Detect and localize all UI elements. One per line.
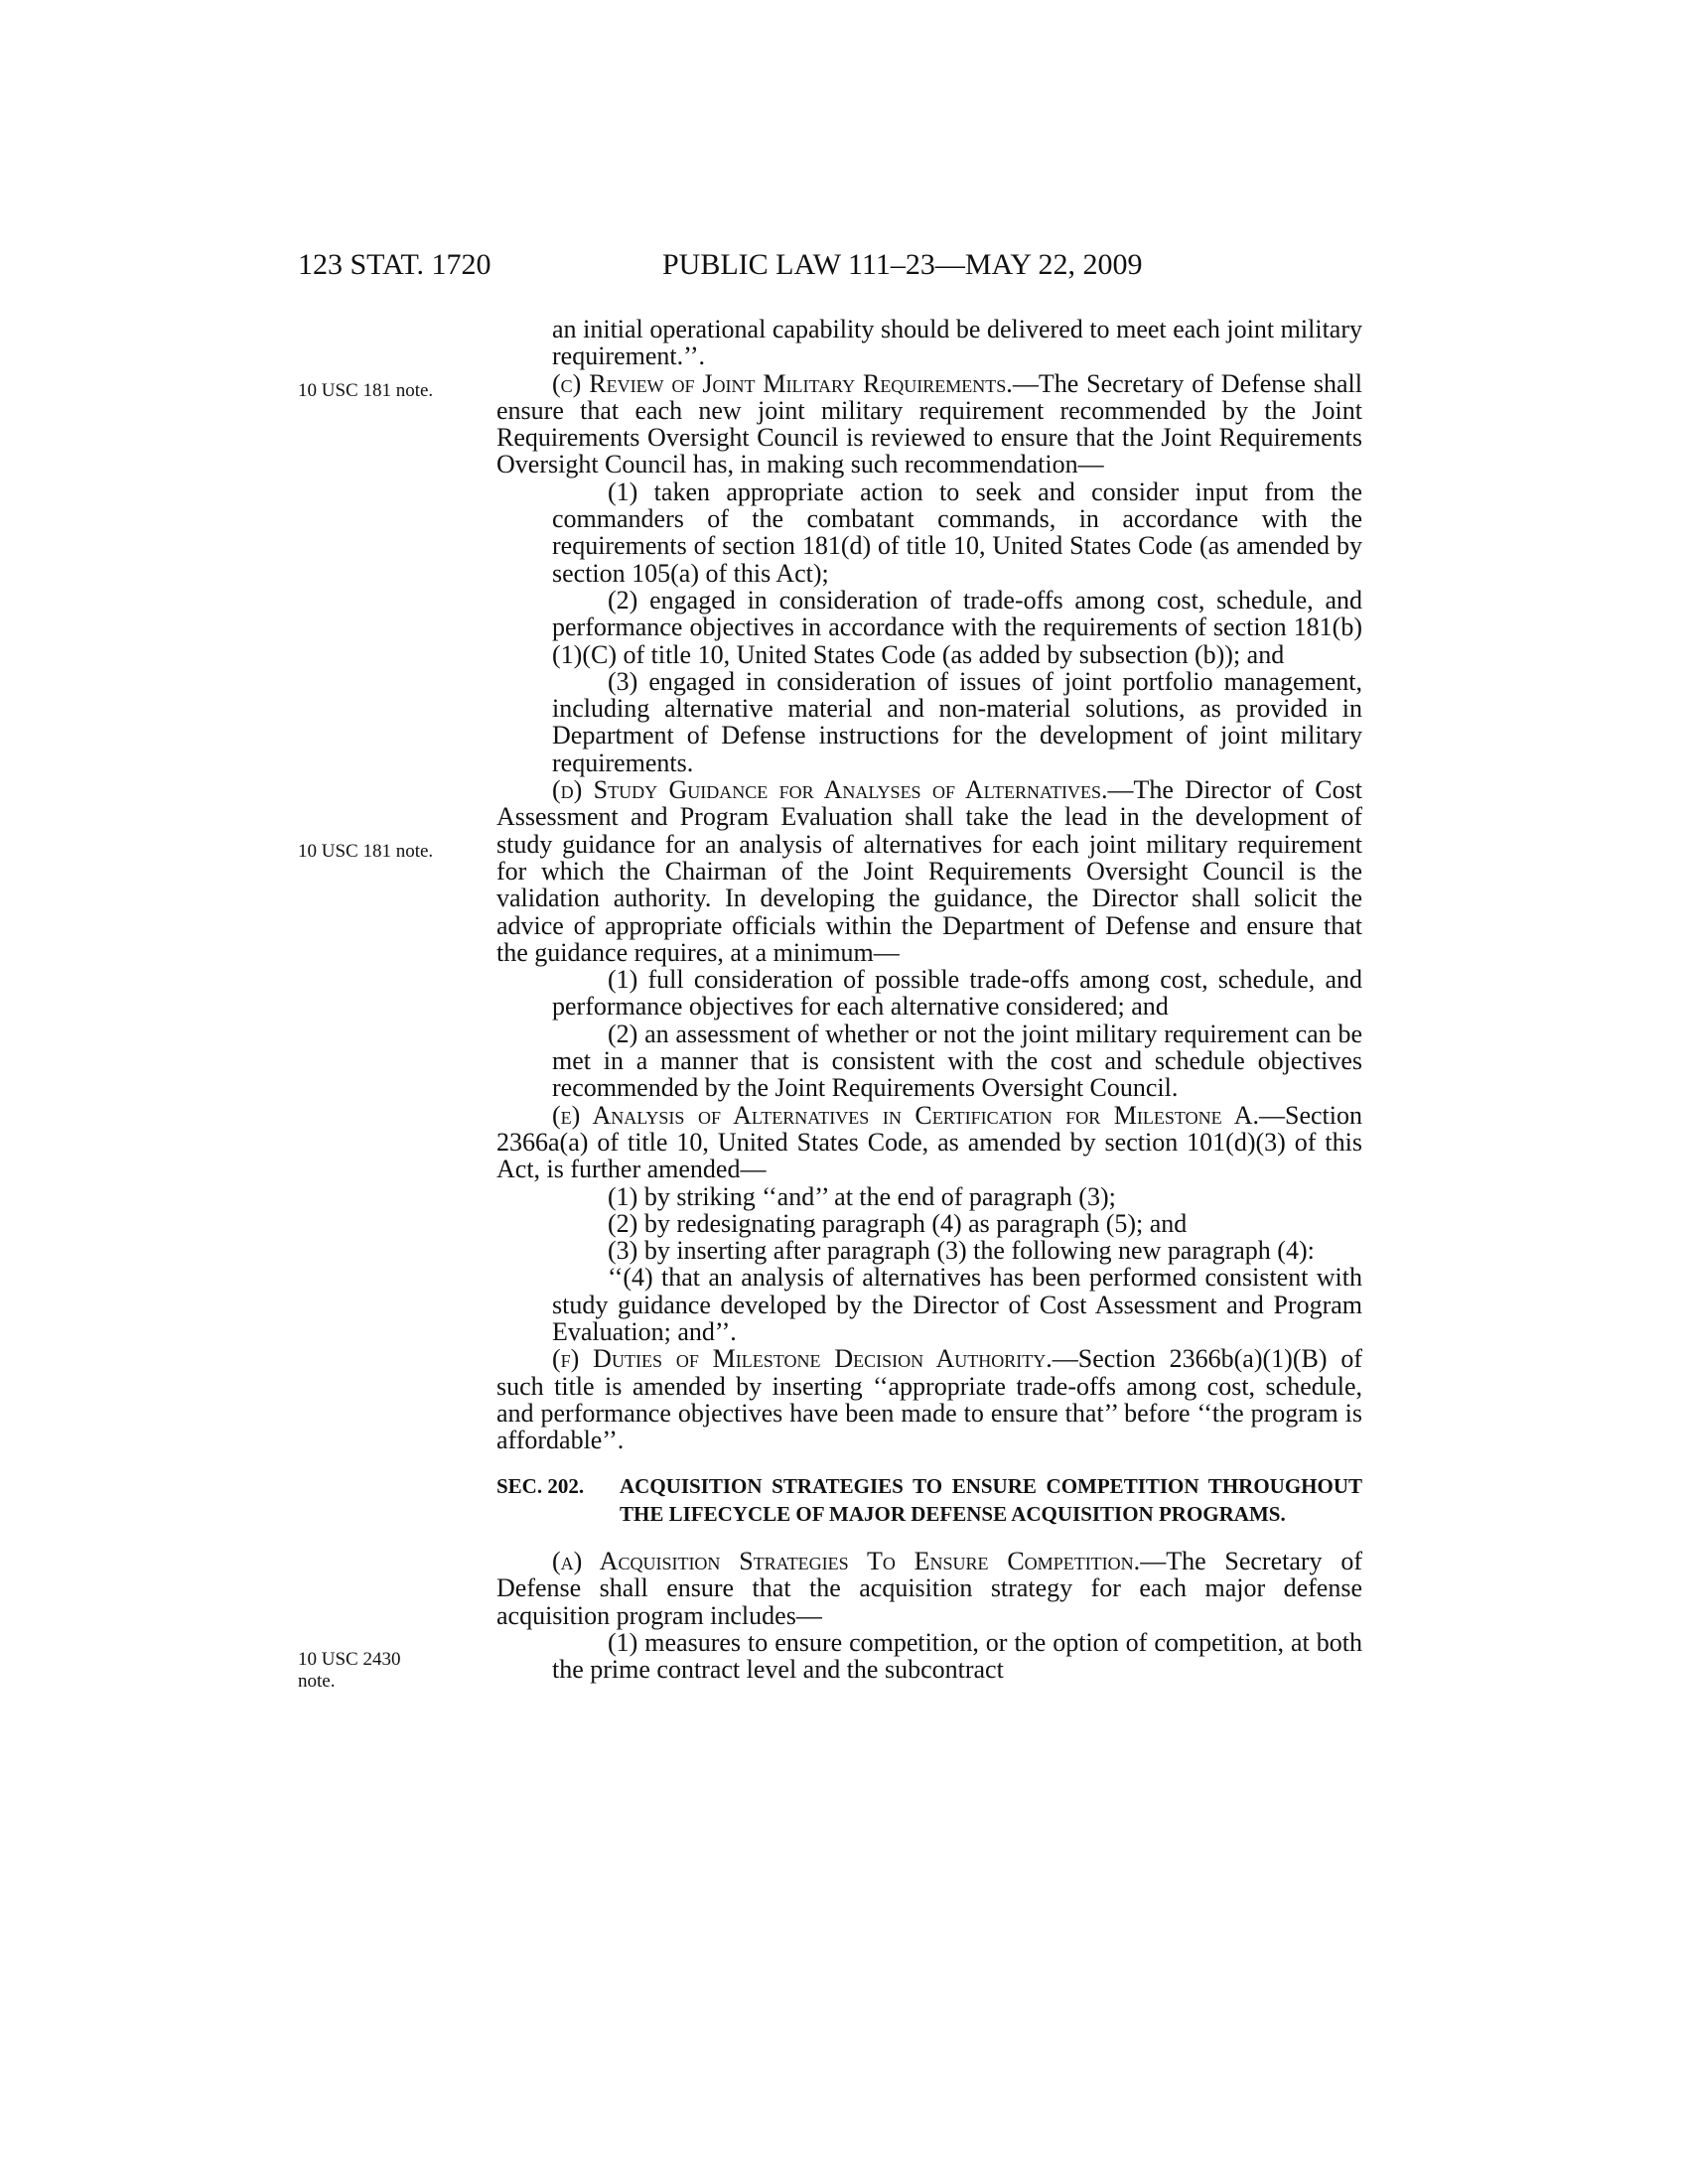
subsection-heading: (f) Duties of Milestone Decision Authority. xyxy=(552,1344,1053,1374)
section-number: SEC. 202. xyxy=(496,1474,585,1499)
subsection-text: —The Secretary of Defense shall ensure that each new joint military requirement recommended by the Joint Requirements Oversight Council is reviewed to ensure that the Joint Requirements Oversight Council has, in making such recommendation— xyxy=(496,368,1362,479)
paragraph-d2: (2) an assessment of whether or not the joint military requirement can be met in a manner that is consistent with the cost and schedule objectives recommended by the Joint Requirements Oversight Council. xyxy=(552,1019,1362,1103)
paragraph-c1: (1) taken appropriate action to seek and consider input from the commanders of the combatant commands, in accordance with the requirements of section 181(d) of title 10, United States Code (as amended by section 105(a) of this Act); xyxy=(552,477,1362,588)
margin-note-line: 10 USC 2430 xyxy=(298,1649,401,1670)
subsection-heading: (c) Review of Joint Military Requirements. xyxy=(552,368,1013,398)
paragraph-a1: (1) measures to ensure competition, or the option of competition, at both the prime contract level and the subcontract xyxy=(552,1627,1362,1685)
margin-note-usc-181-d: 10 USC 181 note. xyxy=(298,841,434,862)
subsection-a xyxy=(496,1548,1362,1629)
subsection-f xyxy=(496,1345,1362,1453)
margin-note-usc-2430 xyxy=(298,1649,400,1693)
quoted-paragraph: ‘‘(4) that an analysis of alternatives has been performed consistent with study guidance developed by the Director of Cost Assessment and Program Evaluation; and’’. xyxy=(552,1263,1362,1346)
body-text xyxy=(496,316,1362,1684)
subsection-heading: (e) Analysis of Alternatives in Certification for Milestone A. xyxy=(552,1100,1259,1130)
paragraph-e1: (1) by striking ‘‘and’’ at the end of paragraph (3); xyxy=(608,1181,1116,1211)
subsection-text: —Section 2366b(a)(1)(B) of such title is amended by inserting ‘‘appropriate trade-offs among cost, schedule, and performance objectives have been made to ensure that’’ before ‘‘the program is affordable’’. xyxy=(496,1344,1362,1455)
paragraph-c2: (2) engaged in consideration of trade-offs among cost, schedule, and performance objectives in accordance with the requirements of section 181(b)(1)(C) of title 10, United States Code (as added by subsection (b)); and xyxy=(552,585,1362,669)
statute-page-number: 123 STAT. 1720 xyxy=(298,248,492,281)
subsection-heading: (d) Study Guidance for Analyses of Alternatives. xyxy=(552,775,1108,805)
paragraph: an initial operational capability should be delivered to meet each joint military requirement.’’. xyxy=(552,315,1362,371)
subsection-heading: (a) Acquisition Strategies To Ensure Competition. xyxy=(552,1547,1141,1576)
paragraph-e3: (3) by inserting after paragraph (3) the following new paragraph (4): xyxy=(608,1236,1315,1266)
subsection-text: —Section 2366a(a) of title 10, United States Code, as amended by section 101(d)(3) of this Act, is further amended— xyxy=(496,1100,1362,1184)
subsection-text: —The Secretary of Defense shall ensure that the acquisition strategy for each major defense acquisition program includes— xyxy=(496,1547,1363,1630)
page-header xyxy=(0,248,1688,288)
subsection-text: —The Director of Cost Assessment and Program Evaluation shall take the lead in the development of study guidance for an analysis of alternatives for each joint military requirement for which the Chairman of the Joint Requirements Oversight Council is the validation authority. In developing the guidance, the Director shall solicit the advice of appropriate officials within the Department of Defense and ensure that the guidance requires, at a minimum— xyxy=(496,775,1362,967)
subsection-c xyxy=(496,370,1362,478)
section-heading xyxy=(496,1473,1362,1528)
subsection-d xyxy=(496,776,1362,966)
paragraph-c3: (3) engaged in consideration of issues of joint portfolio management, including alternative material and non-material solutions, as provided in Department of Defense instructions for the development of joint military requirements. xyxy=(552,666,1362,777)
subsection-e xyxy=(496,1102,1362,1183)
section-title: ACQUISITION STRATEGIES TO ENSURE COMPETITION THROUGHOUT THE LIFECYCLE OF MAJOR DEFENSE ACQUISITION PROGRAMS. xyxy=(620,1474,1362,1526)
margin-note-line: note. xyxy=(298,1671,336,1692)
paragraph-e2: (2) by redesignating paragraph (4) as paragraph (5); and xyxy=(608,1208,1188,1238)
running-title: PUBLIC LAW 111–23—MAY 22, 2009 xyxy=(662,248,1143,281)
margin-note-usc-181-c: 10 USC 181 note. xyxy=(298,380,434,401)
paragraph-d1: (1) full consideration of possible trade-offs among cost, schedule, and performance objectives for each alternative considered; and xyxy=(552,965,1362,1022)
